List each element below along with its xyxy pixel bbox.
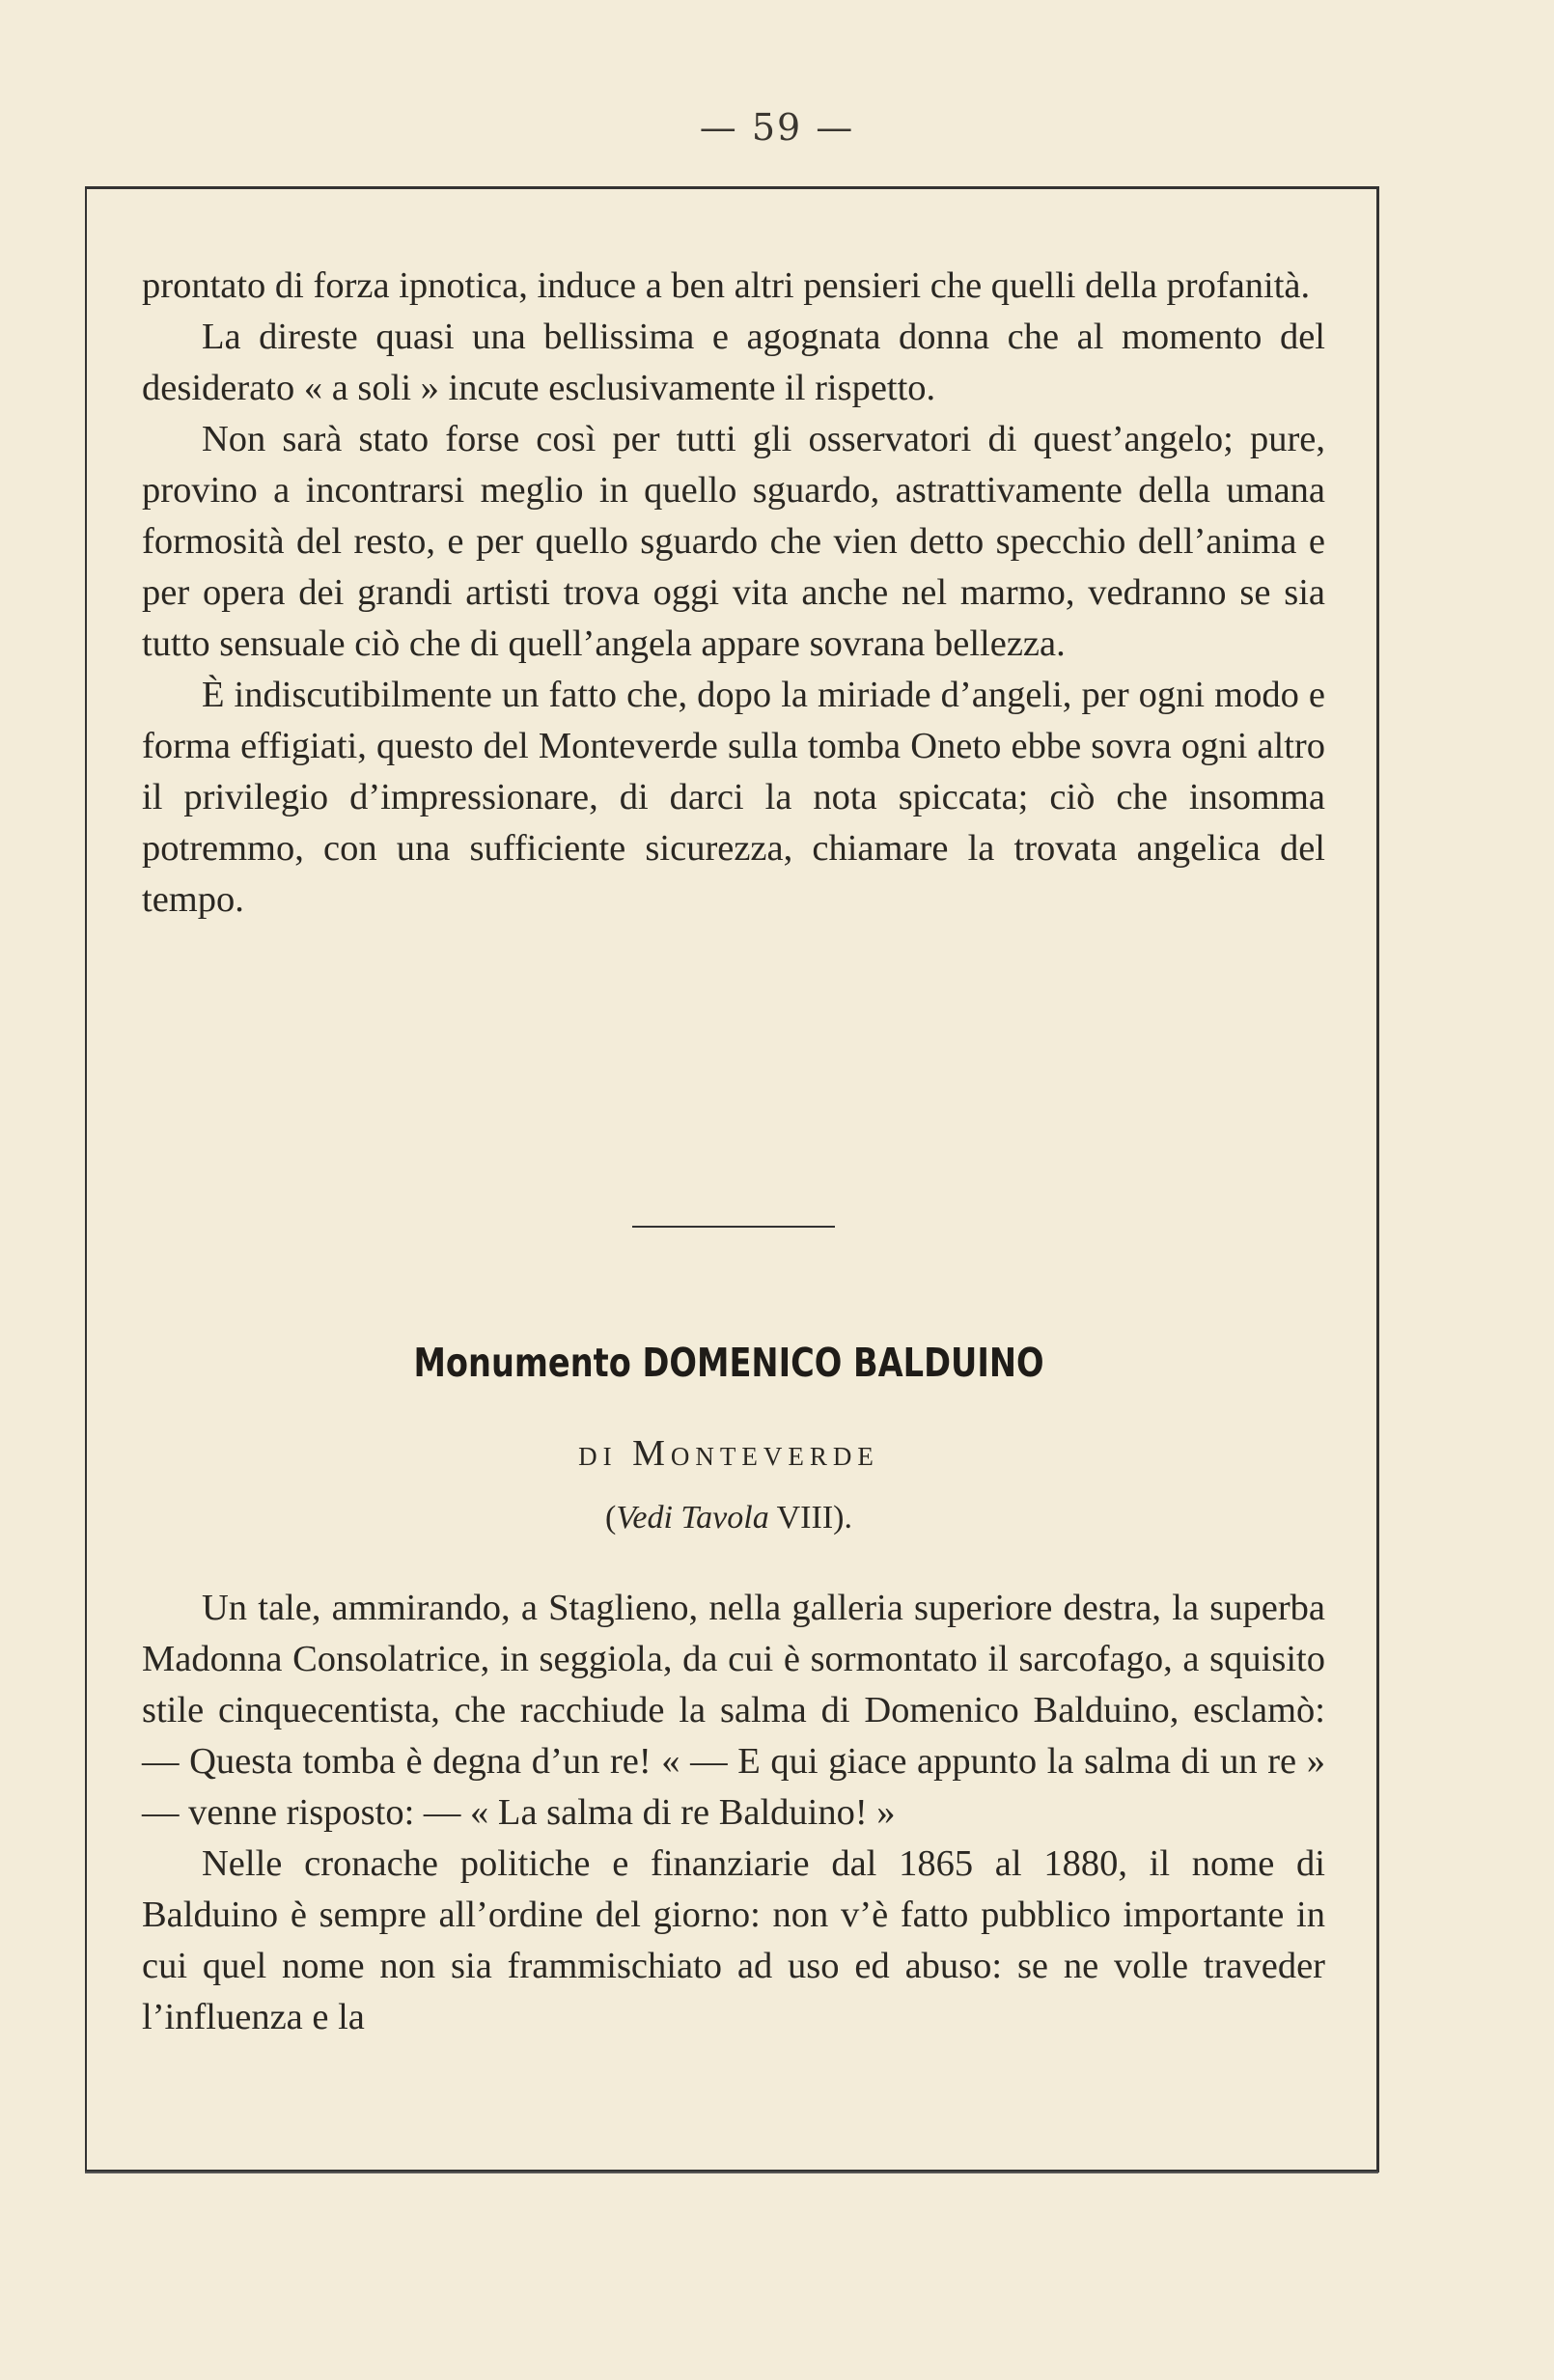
paragraph: La direste quasi una bellissima e agognata donna che al momento del desiderato « a soli » incute esclusivamente il rispetto. bbox=[142, 317, 1325, 408]
ref-italic: Vedi Tavola bbox=[616, 1500, 769, 1536]
plate-reference bbox=[0, 1500, 1457, 1536]
page-number: — 59 — bbox=[699, 106, 855, 149]
paragraph: Un tale, ammirando, a Staglieno, nella galleria superiore destra, la superba Madonna Consolatrice, in seggiola, da cui è sormontato il sarcofago, a squisito stile cinquecentista, che racchiude la salma di Domenico Balduino, esclamò: — Questa tomba è degna d’un re! « — E qui giace appunto la salma di un re » — venne risposto: — « La salma di re Balduino! » bbox=[142, 1588, 1325, 1833]
section-subtitle bbox=[0, 1432, 1457, 1475]
subtitle-author: Monteverde bbox=[632, 1433, 879, 1474]
paragraph: Nelle cronache politiche e finanziarie dal 1865 al 1880, il nome di Balduino è sempre all’ordine del giorno: non v’è fatto pubblico importante in cui quel nome non sia frammischiato ad uso ed abuso: se ne volle traveder l’influenza e la bbox=[142, 1843, 1325, 2037]
paragraph: Non sarà stato forse così per tutti gli osservatori di quest’angelo; pure, provino a incontrarsi meglio in quello sguardo, astrattivamente della umana formosità del resto, e per quello sguardo che vien detto specchio dell’anima e per opera dei grandi artisti trova oggi vita anche nel marmo, vedranno se sia tutto sensuale ciò che di quell’angela appare sovrana bellezza. bbox=[142, 419, 1325, 664]
section-title: Monumento DOMENICO BALDUINO bbox=[413, 1340, 1044, 1386]
text-block-lower bbox=[142, 1583, 1325, 2043]
section-separator bbox=[632, 1226, 835, 1228]
text-block-upper bbox=[142, 261, 1325, 926]
ref-open-paren: ( bbox=[605, 1500, 617, 1536]
ref-rest: VIII). bbox=[768, 1500, 852, 1536]
frame-bottom-rule bbox=[85, 2172, 1378, 2173]
paragraph: È indiscutibilmente un fatto che, dopo la miriade d’angeli, per ogni modo e forma effigiati, questo del Monteverde sulla tomba Oneto ebbe sovra ogni altro il privilegio d’impressionare, di darci la nota spiccata; ciò che insomma potremmo, con una sufficiente sicurezza, chiamare la trovata angelica del tempo. bbox=[142, 675, 1325, 920]
subtitle-prefix: di bbox=[578, 1433, 618, 1474]
paragraph: prontato di forza ipnotica, induce a ben altri pensieri che quelli della profanità. bbox=[142, 265, 1311, 306]
